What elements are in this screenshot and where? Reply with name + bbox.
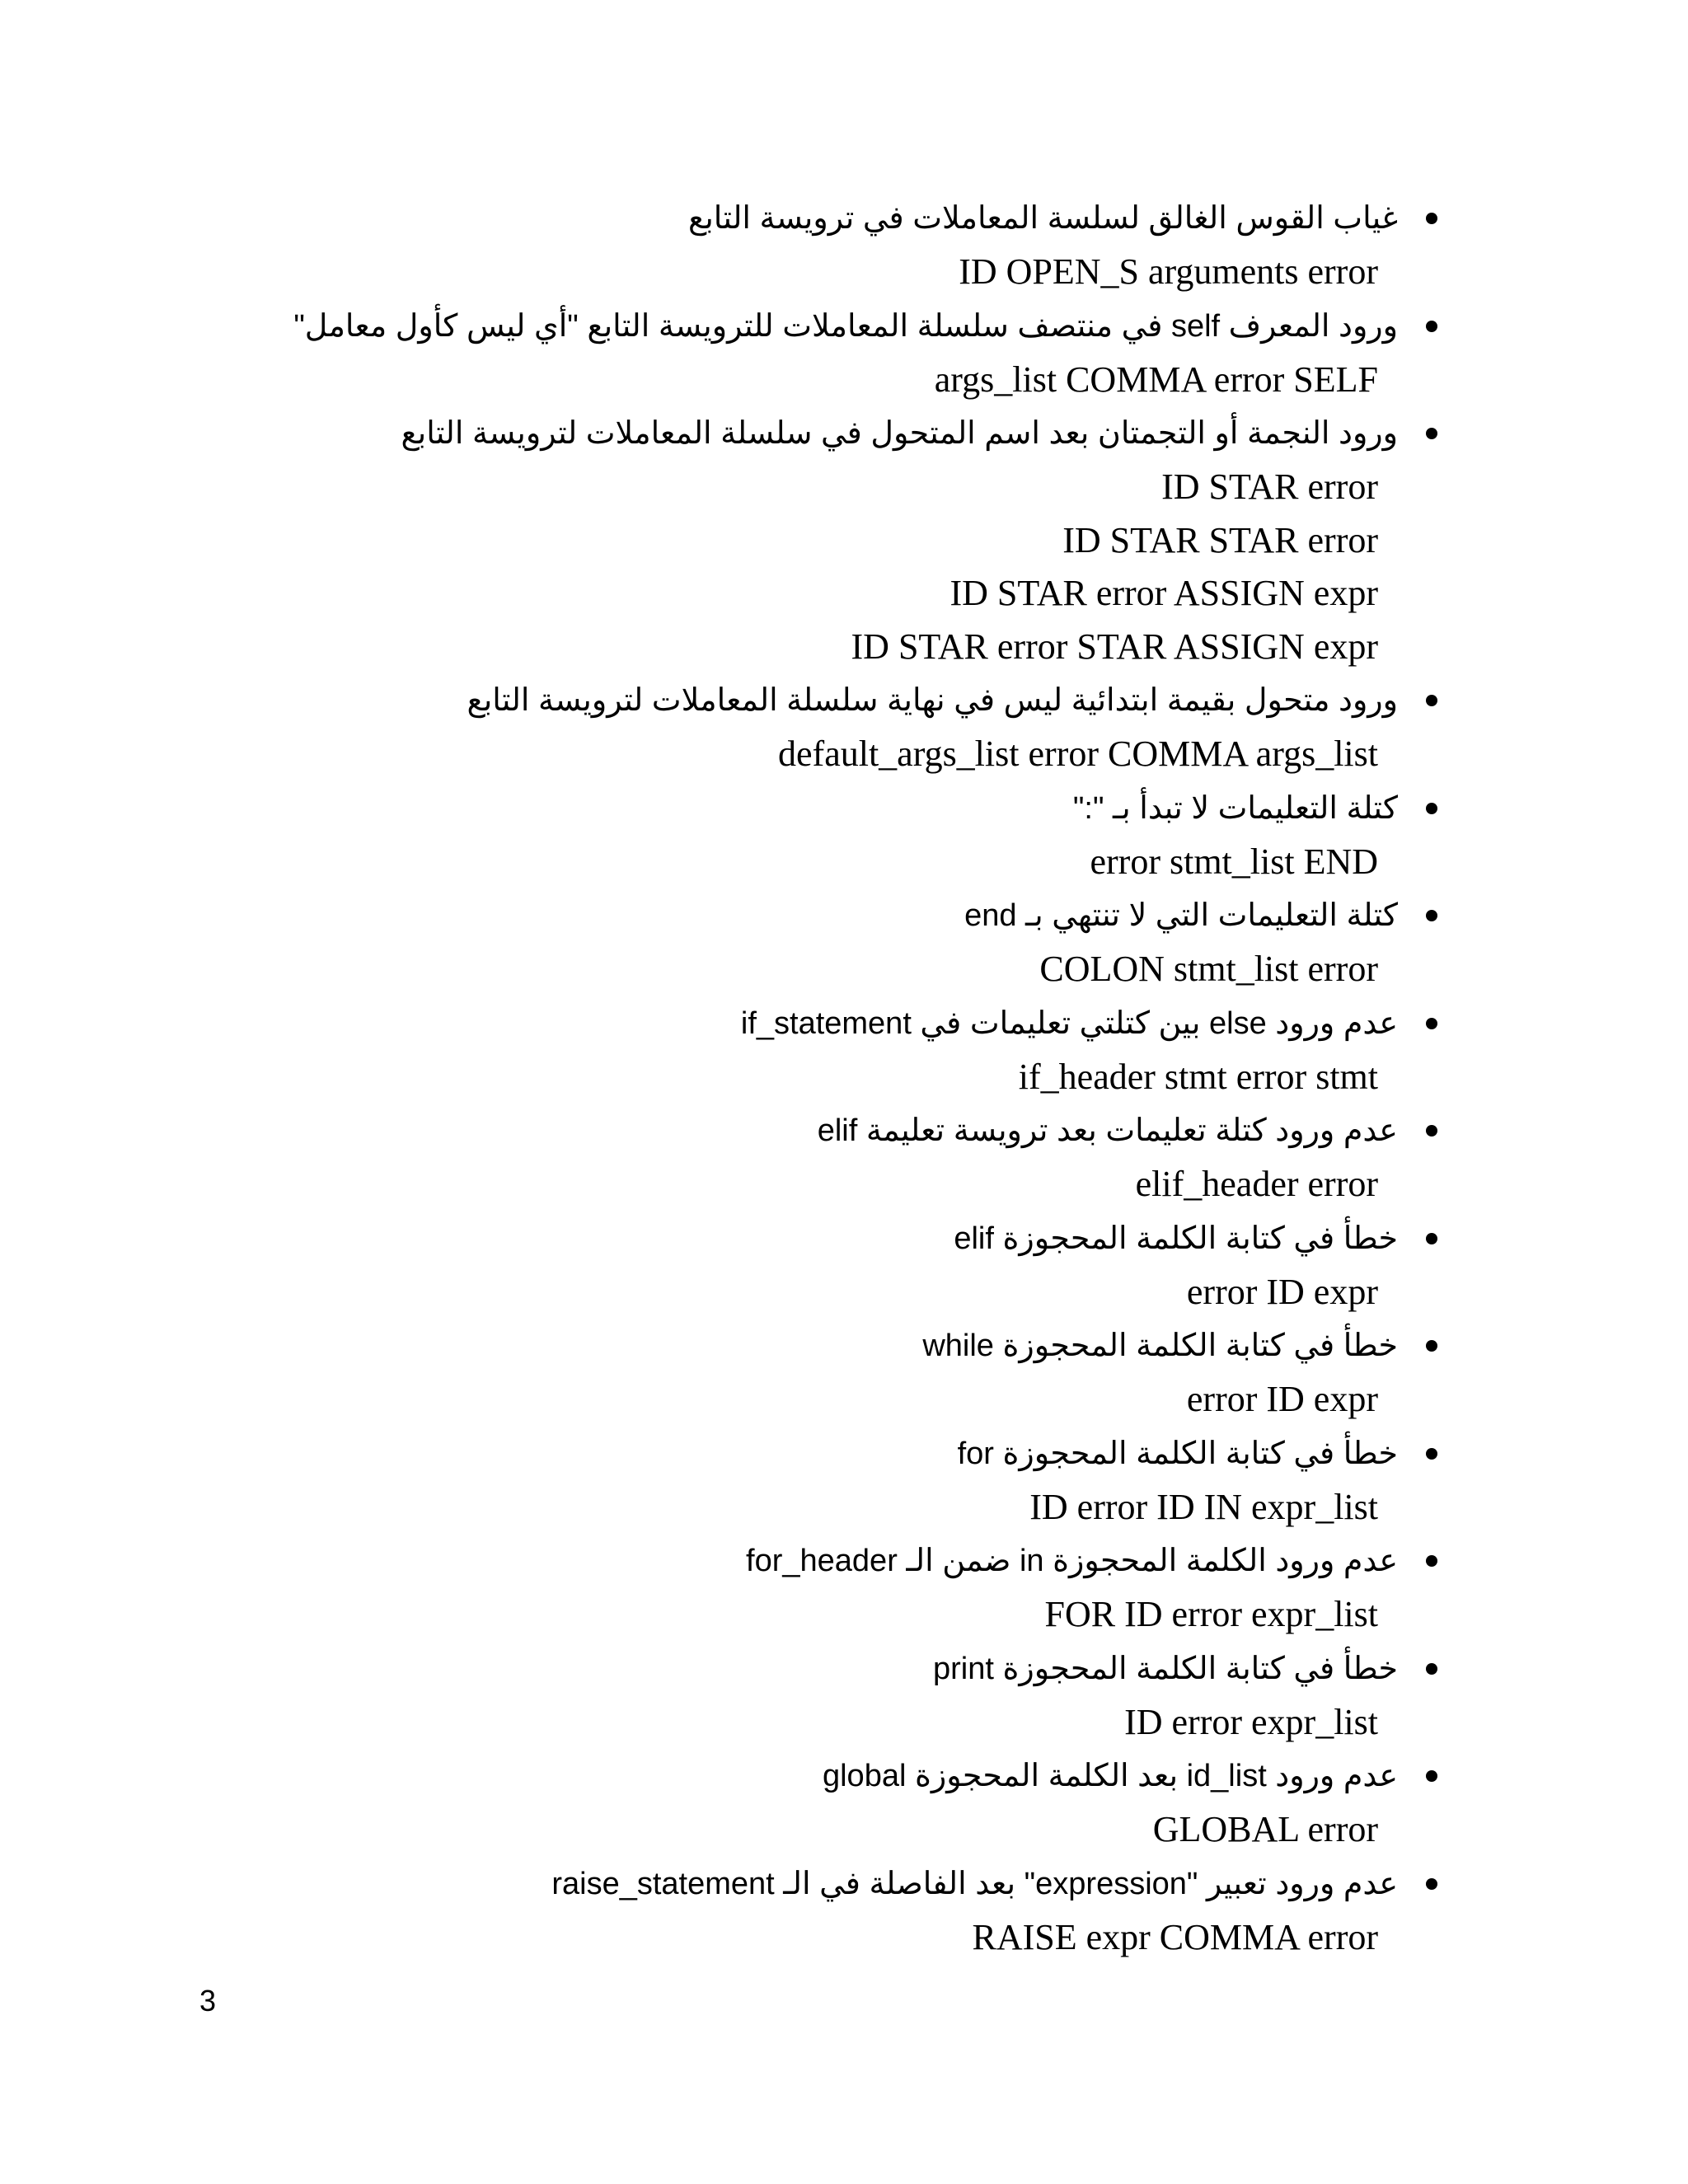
bullet-icon bbox=[1426, 695, 1437, 706]
rule-description: خطأ في كتابة الكلمة المحجوزة elif bbox=[954, 1221, 1398, 1256]
rule-description: ورود متحول بقيمة ابتدائية ليس في نهاية سلسلة المعاملات لترويسة التابع bbox=[467, 683, 1398, 718]
bullet-icon bbox=[1426, 213, 1437, 224]
grammar-production: ID STAR error ASSIGN expr bbox=[950, 573, 1378, 613]
error-rule-item bbox=[59, 1857, 1398, 1965]
page-number: 3 bbox=[199, 1984, 217, 2018]
rule-description-line bbox=[59, 1427, 1398, 1481]
grammar-production: default_args_list error COMMA args_list bbox=[778, 733, 1378, 774]
grammar-production: ID STAR STAR error bbox=[1062, 519, 1378, 560]
grammar-production: error ID expr bbox=[1186, 1379, 1378, 1419]
rule-description-line bbox=[59, 781, 1398, 836]
error-rule-item bbox=[59, 996, 1398, 1104]
grammar-production: if_header stmt error stmt bbox=[1018, 1056, 1378, 1097]
rule-description: كتلة التعليمات التي لا تنتهي بـ end bbox=[964, 898, 1398, 933]
grammar-production: COLON stmt_list error bbox=[1039, 949, 1378, 989]
bullet-icon bbox=[1426, 1125, 1437, 1137]
bullet-icon bbox=[1426, 1340, 1437, 1352]
rule-description: عدم ورود الكلمة المحجوزة in ضمن الـ for_header bbox=[746, 1544, 1398, 1578]
grammar-production: ID STAR error STAR ASSIGN expr bbox=[851, 626, 1378, 667]
bullet-icon bbox=[1426, 910, 1437, 921]
rule-description: خطأ في كتابة الكلمة المحجوزة print bbox=[933, 1651, 1398, 1686]
bullet-icon bbox=[1426, 1555, 1437, 1567]
grammar-production: ID OPEN_S arguments error bbox=[959, 251, 1378, 292]
error-rule-item bbox=[59, 1642, 1398, 1750]
bullet-icon bbox=[1426, 1448, 1437, 1460]
bullet-icon bbox=[1426, 321, 1437, 332]
rule-description-line bbox=[59, 191, 1398, 246]
rule-description-line bbox=[59, 299, 1398, 354]
rule-description: عدم ورود id_list بعد الكلمة المحجوزة global bbox=[822, 1759, 1398, 1793]
grammar-production: ID STAR error bbox=[1161, 466, 1378, 507]
rule-description: خطأ في كتابة الكلمة المحجوزة while bbox=[922, 1329, 1398, 1363]
error-rule-item bbox=[59, 299, 1398, 407]
error-rule-item bbox=[59, 191, 1398, 299]
rule-description-line bbox=[59, 1642, 1398, 1696]
rule-description-line bbox=[59, 888, 1398, 943]
rule-description: ورود النجمة أو التجمتان بعد اسم المتحول في سلسلة المعاملات لترويسة التابع bbox=[401, 416, 1398, 451]
error-rule-item bbox=[59, 1212, 1398, 1319]
rule-description-line bbox=[59, 1749, 1398, 1803]
error-rule-item bbox=[59, 781, 1398, 889]
error-rule-item bbox=[59, 1319, 1398, 1427]
grammar-production: error ID expr bbox=[1186, 1271, 1378, 1312]
error-rule-item bbox=[59, 1749, 1398, 1857]
grammar-production: GLOBAL error bbox=[1152, 1809, 1378, 1849]
rule-description-line bbox=[59, 1319, 1398, 1373]
rule-description-line bbox=[59, 1104, 1398, 1158]
rule-description-line bbox=[59, 996, 1398, 1051]
error-rule-item bbox=[59, 673, 1398, 781]
error-rules-list bbox=[59, 191, 1398, 1964]
error-rule-item bbox=[59, 1427, 1398, 1535]
error-rule-item bbox=[59, 1104, 1398, 1212]
bullet-icon bbox=[1426, 1663, 1437, 1675]
error-rule-item bbox=[59, 888, 1398, 996]
rule-description-line bbox=[59, 1212, 1398, 1266]
error-rule-item bbox=[59, 406, 1398, 673]
rule-description: كتلة التعليمات لا تبدأ بـ ":" bbox=[1072, 790, 1398, 826]
grammar-production: error stmt_list END bbox=[1090, 841, 1378, 882]
grammar-production: FOR ID error expr_list bbox=[1044, 1594, 1378, 1634]
rule-description: ورود المعرف self في منتصف سلسلة المعاملات للترويسة التابع "أي ليس كأول معامل" bbox=[293, 308, 1398, 344]
grammar-production: elif_header error bbox=[1135, 1164, 1378, 1204]
rule-description: غياب القوس الغالق لسلسة المعاملات في ترويسة التابع bbox=[688, 201, 1398, 236]
grammar-production: RAISE expr COMMA error bbox=[972, 1916, 1378, 1957]
bullet-icon bbox=[1426, 1018, 1437, 1029]
rule-description-line bbox=[59, 673, 1398, 728]
rule-description: خطأ في كتابة الكلمة المحجوزة for bbox=[957, 1436, 1398, 1471]
rule-description-line bbox=[59, 406, 1398, 461]
rule-description: عدم ورود كتلة تعليمات بعد ترويسة تعليمة elif bbox=[817, 1113, 1398, 1148]
rule-description-line bbox=[59, 1857, 1398, 1911]
grammar-production: ID error ID IN expr_list bbox=[1029, 1486, 1378, 1527]
grammar-production: ID error expr_list bbox=[1124, 1701, 1378, 1742]
bullet-icon bbox=[1426, 1770, 1437, 1782]
bullet-icon bbox=[1426, 803, 1437, 814]
rule-description: عدم ورود تعبير "expression" بعد الفاصلة في الـ raise_statement bbox=[551, 1866, 1398, 1901]
bullet-icon bbox=[1426, 1233, 1437, 1244]
error-rule-item bbox=[59, 1534, 1398, 1642]
grammar-production: args_list COMMA error SELF bbox=[934, 359, 1378, 400]
rule-description: عدم ورود else بين كتلتي تعليمات في if_statement bbox=[740, 1005, 1398, 1041]
bullet-icon bbox=[1426, 428, 1437, 439]
rule-description-line bbox=[59, 1534, 1398, 1588]
bullet-icon bbox=[1426, 1878, 1437, 1890]
